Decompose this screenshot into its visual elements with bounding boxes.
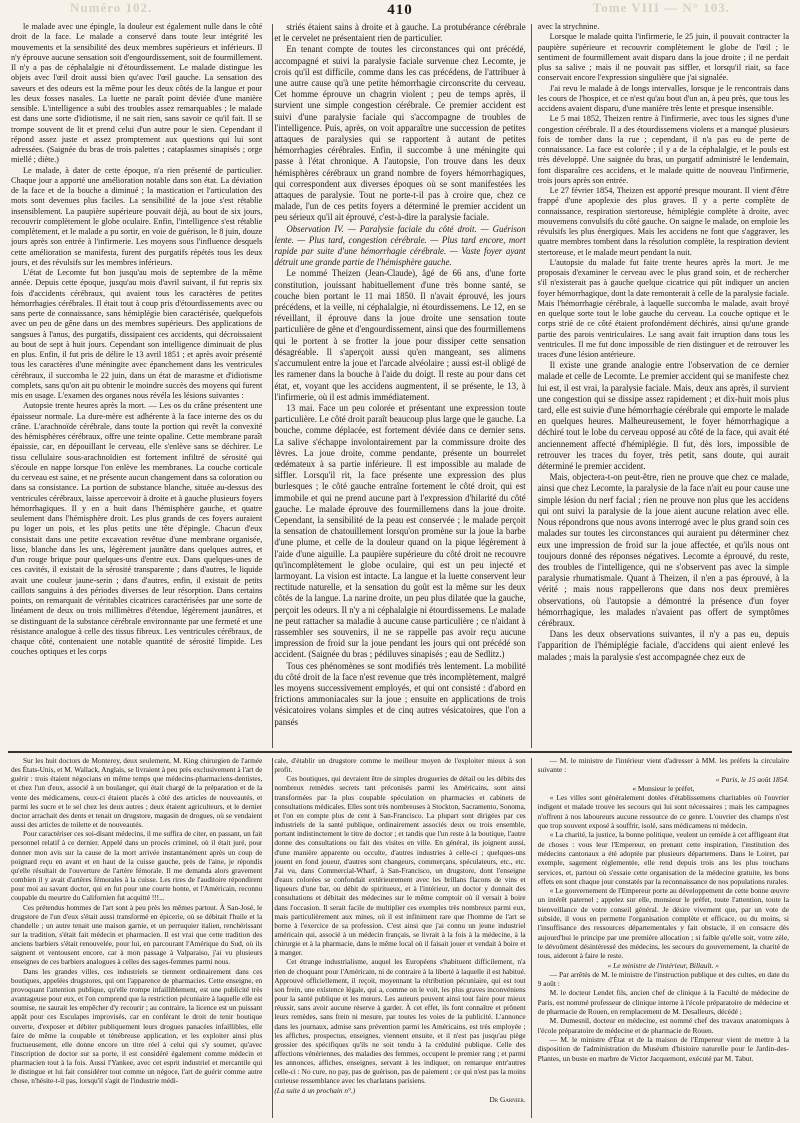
page-number: 410: [387, 2, 413, 18]
paragraph: Le nommé Theizen (Jean-Claude), âgé de 66 ans, d'une forte constitution, jouissant habituellement d'une très bonne santé, se couche bien portant le 11 mai 1850. Il n'avait éprouvé, les jours précédens, et la veille, ni céphalalgie, ni étourdissemens. Le 12, en se réveillant, il éprouve dans la joue droite une sensation toute particulière de gêne et d'engourdissement, ainsi que des fourmillemens qui le portent à se frotter la joue pour dissiper cette sensation désagréable. Il s'aperçoit aussi qu'en mangeant, ses alimens s'accumulent entre la joue et l'arcade alvéolaire ; aussi est-il obligé de les ramener dans la bouche à l'aide du doigt. Il reste au pour dans cet état, et, voyant que les accidens augmentent, il se présente, le 13, à l'infirmerie, où il est admis immédiatement.: [274, 268, 526, 402]
article-column-2: [274, 22, 525, 750]
paragraph: L'autopsie du malade fut faite trente heures après la mort. Je me proposais d'examiner le cerveau avec le plus grand soin, et de rechercher s'il n'existerait pas à gauche quelque cicatrice qui pût indiquer un ancien foyer hémorrhagique, dont la date remonterait à celle de la paralysie faciale. Mais l'hémorrhagie cérébrale, à laquelle succomba le malade, avait broyé en quelque sorte tout le lobe gauche du cerveau. La couche optique et le corps strié de ce côté étaient profondément déchirés, ainsi qu'une grande partie des parois ventriculaires. Le sang avait fait irruption dans tous les ventricules. Il me fut donc impossible de rien distinguer et de retrouver les traces d'une lésion antérieure.: [537, 257, 789, 359]
paragraph: En tenant compte de toutes les circonstances qui ont précédé, accompagné et suivi la paralysie faciale survenue chez Lecomte, je crois qu'il est difficile, comme dans les cas précédens, de l'attribuer à une autre cause qu'à une petite hémorrhagie circonscrite du cerveau. Cet homme éprouve un chagrin violent ; peu de temps après, il survient une simple congestion cérébrale. Ce premier accident est suivi d'une paralysie faciale qui s'accompagne de troubles de l'intelligence. Puis, après, on voit apparaître une succession de petites attaques de paralysies qui se rapportent à autant de petites hémorrhagies cérébrales. Enfin, il succombe à une méningite qui passe à l'état chronique. A l'autopsie, l'on trouve dans les deux hémisphères cérébraux un grand nombre de foyers hémorrhagiques, qui correspondent aux diverses époques où se sont manifestées les attaques de paralysie. Tout ne porte-t-il pas à croire que, chez ce malade, l'un de ces petits foyers a déterminé le premier accident un peu sérieux qu'il ait éprouvé, c'est-à-dire la paralysie faciale.: [274, 44, 526, 223]
observation-heading: Observation IV. — Paralysie faciale du côté droit. — Guérison lente. — Plus tard, congestion cérébrale. — Plus tard encore, mort rapide par suite d'une hémorrhagie cérébrale. — Vaste foyer ayant détruit une grande partie de l'hémisphère gauche.: [274, 223, 526, 268]
paragraph: « Les villes sont généralement dotées d'établissemens charitables où l'ouvrier indigent et malade trouve les secours qui lui sont nécessaires ; mais les campagnes n'offrent à nos laboureurs aucune ressource de ce genre. L'ouvrier des champs n'est que trop souvent exposé à souffrir, isolé, sans médicamens ni médecin.: [537, 793, 789, 831]
paragraph: Il existe une grande analogie entre l'observation de ce dernier malade et celle de Lecomte. Le premier accident qui se manifeste chez lui est, il est vrai, la paralysie faciale. Mais, deux ans après, il survient une congestion qui se dissipe assez rapidement ; et dix-huit mois plus tard, elle est suivie d'une hémorrhagie cérébrale qui emporte le malade en quelques heures. Malheureusement, le foyer hémorrhagique a déchiré tout le lobe du cerveau opposé au côté de la face, qui avait été anciennement affecté d'hémiplégie. Il fut, dès lors, impossible de retrouver les traces du foyer, très petit, sans doute, qui aurait déterminé le premier accident.: [537, 360, 789, 472]
paragraph: L'état de Lecomte fut bon jusqu'au mois de septembre de la même année. Depuis cette époque, jusqu'au mois d'avril suivant, il fut repris six fois d'accidents cérébraux, qui avaient tous les caractères de petites hémorrhagies cérébrales. Il était tout à coup pris d'étourdissements avec ou sans perte de connaissance, sans hémiplégie bien caractérisée, quelquefois avec un peu de gêne dans un des membres supérieurs. Des applications de sangsues à l'anus, des purgatifs, dissipaient ces accidents, qui décroissaient au bout de sept à huit jours. Cependant son intelligence diminuait de plus en plus. Enfin, il fut pris de délire le 13 avril 1851 ; et après avoir présenté tous les caractères d'une méningite avec épanchement dans les ventricules cérébraux, il succomba le 22 juin, dans un état de marasme et d'idiotisme complets, sans qu'on ait pu obtenir le moindre succès des moyens qui furent mis en usage. L'examen des organes nous révéla les lésions suivantes :: [11, 268, 263, 400]
paragraph: Le 27 février 1854, Theizen est apporté presque mourant. Il vient d'être frappé d'une apoplexie des plus graves. Il y a perte complète de connaissance, respiration stertoreuse, hémiplégie complète à droite, avec mouvemens convulsifs du côté gauche. On saigne le malade, on emploie les révulsifs les plus énergiques. Mais les accidens ne font que s'aggraver, les quatre membres tombent dans la résolution complète, la respiration devient stertoreuse, et le malade meurt pendant la nuit.: [537, 186, 789, 257]
minister-signature: « Le ministre de l'intérieur, Billault. »: [607, 960, 719, 970]
bleed-through-header-left: Numéro 102.: [70, 0, 153, 15]
salutation: « Monsieur le préfet,: [632, 783, 695, 793]
dateline: « Paris, le 15 août 1854.: [715, 774, 789, 784]
paragraph: Dans les grandes villes, ces industriels se tiennent ordinairement dans ces boutiques, appelées drugstores, qui ont l'apparence de pharmacies. Cette enseigne, en provoquant l'attention publique, qu'elle trompe infailliblement, est une publicité très avantageuse pour eux, et l'on comprend que la restriction pécuniaire à laquelle elle est soumise, ne saurait les empêcher d'y recourir ; au contraire, la licence est un puissant appât pour ces Esculapes improvisés, car en conférant le droit de tenir boutique ouverte, d'exposer et débiter publiquement leurs drogues panacées infaillibles, elle faire de même la coupable et ténébreuse application, et les exploiter ainsi plus fructueusement, elle donne encore un titre réel à celui qui s'y soumet, qu'avec l'inscription de doctor sur sa porte, il est considéré également comme médecin et pharmacien tout à la fois. Aussi l'Yankee, avec cet esprit industriel et mercantile qui le distingue et lui fait considérer tout comme un négoce, l'art de guérir comme autre chose, n'hésite-t-il pas, lorsqu'il s'agit de l'industrie médi-: [11, 966, 263, 1086]
paragraph: M. Dumesnil, docteur en médecine, est nommé chef des travaux anatomiques à l'école préparatoire de médecine et de pharmacie de Rouen.: [537, 1016, 789, 1035]
paragraph: Le 5 mai 1852, Theizen rentre à l'infirmerie, avec tous les signes d'une congestion cérébrale. Il a des étourdissemens violens et a manqué plusieurs fois de tomber dans la rue ; cependant, il n'a pas eu de perte de connaissance. La face est colorée ; il y a de la céphalalgie, et le pouls est très développé. Une saignée du bras, un purgatif administré le lendemain, font disparaître ces accidens, et le malade quitte de nouveau l'infirmerie, trois jours après son entrée.: [537, 114, 789, 185]
paragraph: J'ai revu le malade à de longs intervalles, lorsque je le rencontrais dans les cours de l'hospice, et ce n'est qu'au bout d'un an, à peu près, que tous les accidens avaient disparu, d'une manière très lente et presque insensible.: [537, 83, 789, 113]
section-divider: [8, 751, 792, 753]
paragraph: Ces prétendus hommes de l'art sont à peu près les mêmes partout. À San-José, le drugstore de l'un d'eux s'était aussi transformé en épicerie, où se débitait l'huile et la chandelle ; un autre tenait une maison garnie, et un perruquier italien, renchérissant sur la tradition, s'était fait médecin et pharmacien. Il est vrai que cette tradition des anciens barbiers s'était renouvelée, pour lui, en parcourant l'Amérique du Sud, où ils saignent et ventousent encore, car à mon passage à Valparaiso, j'ai vu plusieurs enseignes de ces barbiers analogues à celles des sages-femmes parmi nous.: [11, 902, 263, 967]
paragraph: Le malade, à dater de cette époque, n'a rien présenté de particulier. Chaque jour a apporté une amélioration notable dans son état. La déviation de la face et de la bouche a diminué ; la mastication et l'articulation des mots sont devenues plus faciles. La sensibilité de la joue s'est rétablie insensiblement. La paupière supérieure pouvait déjà, au bout de six jours, recouvrir complètement le globe oculaire. Enfin, l'intelligence s'est rétablie complètement, et le malade a pu sortir, en voie de guérison, le 8 juin, douze jours après son entrée à l'infirmerie. Les moyens sous l'influence desquels cette amélioration se manifesta, furent des purgatifs répétés tous les deux jours, et des révulsifs sur les membres inférieurs.: [11, 165, 263, 267]
paragraph: — M. le ministre de l'intérieur vient d'adresser à MM. les préfets la circulaire suivante :: [537, 756, 789, 775]
feuilleton-column-2: [274, 756, 525, 1118]
paragraph: avec la strychnine.: [537, 22, 600, 31]
paragraph: Tous ces phénomènes se sont modifiés très lentement. La mobilité du côté droit de la face n'est revenue que très incomplètement, malgré les moyens successivement employés, et qui ont consisté : d'abord en frictions ammoniacales sur la joue ; ensuite en applications de trois vésicatoires volans simples et de cinq autres vésicatoires, que l'on a pansés: [274, 660, 526, 727]
paragraph: striés étaient sains à droite et à gauche. La protubérance cérébrale et le cervelet ne présentaient rien de particulier.: [274, 22, 526, 44]
article-upper-section: [11, 22, 789, 750]
paragraph: — Par arrêtés de M. le ministre de l'instruction publique et des cultes, en date du 9 août :: [537, 969, 789, 989]
news-column: [538, 756, 789, 1118]
author-signature: Dr Garnier.: [489, 1094, 526, 1104]
paragraph: Pour caractériser ces soi-disant médecins, il me suffira de citer, en passant, un fait personnel relatif à ce dernier. Appelé dans un procès criminel, où il était juré, pour donner mon avis sur la cause de la mort arrivée instantanément après un coup de poignard reçu en avant et en haut de la cuisse gauche, près de l'aine, je répondis qu'elle résultait de l'ouverture de l'artère fémorale. Il me demanda alors gravement combien il y avait d'artères fémorales à la cuisse. Les rires de l'auditoire répondirent pour moi au savant doctor, qui en fut pour une courte honte, et l'Américain, reconnu coupable du meurtre du Californien fut acquitté !!!...: [11, 829, 263, 903]
article-column-1: [11, 22, 262, 750]
paragraph: M. le docteur Lendet fils, ancien chef de clinique à la Faculté de médecine de Paris, est nommé professeur de clinique interne à l'école préparatoire de médecine et de pharmacie de Rouen, en remplacement de M. Desalleurs, décédé ;: [537, 988, 789, 1017]
paragraph: le malade avec une épingle, la douleur est également nulle dans le côté droit de la face. Le malade a conservé dans toute leur intégrité les mouvements et la sensibilité des deux membres supérieurs et inférieurs. Il n'y éprouve aucune sensation soit d'engourdissement, soit de fourmillement. Il n'y a pas de céphalalgie ni d'étourdissement. Le malade distingue les objets avec l'œil droit aussi bien qu'avec l'œil gauche. La sensation des saveurs et des odeurs est la même pour les deux côtés de la langue et pour les deux fosses nasales. La luette ne paraît point déviée d'une manière sensible. L'intelligence a subi des troubles assez remarquables ; le malade est dans une sorte d'idiotisme, il ne sait rien, sans savoir ce qu'il fait. Il se trompe souvent de lit et prend celui d'un autre pour le sien. Cependant il répond assez juste et assez promptement aux questions qui lui sont adressées. (Saignée du bras de trois palettes ; cataplasmes sinapisés ; orge miellé ; diète.): [11, 22, 263, 165]
continuation-note: (La suite à un prochain n°.): [274, 1085, 356, 1095]
paragraph: « Le gouvernement de l'Empereur porte au développement de cette bonne œuvre un intérêt paternel ; appelez sur elle, monsieur le préfet, toute l'attention, toute la bienveillance de votre conseil général. Je désire vivement que, par un vote de subside, il vous en permette l'organisation complète et efficace, ou du moins, si l'insuffisance des ressources départementales y fait obstacle, il en consacre dès aujourd'hui le principe par une première allocation ; si faible qu'elle soit, votre zèle, le dévoûment désintéressé des médecins, les secours du gouvernement, la charité de tous, aideront à faire le reste.: [537, 886, 789, 961]
paragraph: Sur les huit doctors de Monterey, deux seulement, M. King chirurgien de l'armée des États-Unis, et M. Wallack, Anglais, se livraient à peu près exclusivement à l'art de guérir : trois étaient négocians en même temps que médecins-pharmaciens-dentistes, et chez l'un d'eux, associé à un boulanger, qui était chargé de la préparation et de la vente des médicamens, ceux-ci étaient placés à côté des articles de nouveautés, et parmi les sucre et le sel chez les deux autres ; deux étaient agriculteurs, et le dernier doctor arrachait des dents et tenait un drugstore, magasin de drogues, où se vendaient aussi des articles de toilette et de nouveautés.: [11, 756, 263, 830]
paragraph: Dans les deux observations suivantes, il n'y a pas eu, depuis l'apparition de l'hémiplégie faciale, d'accidens qui aient enlevé les malades ; mais la paralysie s'est accompagnée chez eux de: [537, 629, 789, 662]
bleed-through-header-right: Tome VIII — N° 103.: [592, 0, 730, 15]
paragraph: Mais, objectera-t-on peut-être, rien ne prouve que chez ce malade, ainsi que chez Lecomte, la paralysie de la face n'ait eu pour cause une simple lésion du nerf facial ; rien ne prouve non plus que les accidens qui ont suivi la paralysie de la joue aient aucune relation avec elle. Nous répondrons que nous avons interrogé avec le plus grand soin ces malades sur toutes les circonstances qui auraient pu déterminer chez eux une impression de froid sur la joue affectée, et qu'ils nous ont toujours donné des réponses négatives. Lecomte a éprouvé, du reste, des troubles de l'intelligence, qui ne s'observent pas avec la simple paralysie rhumatismale. Quant à Theizen, il n'en a pas éprouvé, à la vérité ; mais nous rappellerons que dans nos deux premières observations, où l'autopsie a démontré la présence d'un foyer hémorrhagique, les malades n'avaient pas offert de symptômes cérébraux.: [537, 472, 789, 628]
article-column-3: [538, 22, 789, 750]
paragraph: « La charité, la justice, la bonne politique, veulent un remède à cet affligeant état de choses : vous leur l'Empereur, en prenant cette inspiration, l'institution des médecins cantonaux a été adoptée par plusieurs départemens. Dans le Loiret, par exemple, sagement réglementée, elle rend depuis trois ans les plus touchans services, et, partout où s'essaie cette organisation de la médecine gratuite, les bons effets en sont chaque jour constatés par la reconnaissance de nos populations rurales.: [537, 830, 789, 886]
paragraph: Autopsie trente heures après la mort. — Les os du crâne présentent une épaisseur normale. La dure-mère est adhérente à la face interne des os du crâne. L'arachnoïde cérébrale, dans toute la portion qui revêt la convexité des hémisphères cérébraux, offre une teinte opaline. Cette membrane paraît épaissie, car, en dépouillant le cerveau, elle s'enlève sans se déchirer. Le tissu cellulaire sous-arachnoïdien est fortement infiltré de sérosité qui s'écoule en nappe lorsque l'on enlève les membranes. La couche corticale du cerveau est saine, et ne présente aucun changement dans sa coloration ou dans sa consistance. La portion de substance blanche, située au-dessus des ventricules cérébraux, laisse apercevoir à droite et à gauche plusieurs foyers hémorrhagiques. Il y en a huit dans l'hémisphère gauche, et quatre seulement dans l'hémisphère droit. Les plus grands de ces foyers auraient pu loger un pois, et les plus petits une tête d'épingle. Chacun d'eux consistait dans une petite excavation revêtue d'une membrane organisée, lisse, blanche dans les uns, légèrement jaunâtre dans quelques autres, et d'un rouge brique pour quelques-uns d'entre eux. Dans quelques-unes de ces cavités, il existait de la sérosité transparente ; dans d'autres, le liquide avait une couleur jaune-serin ; dans d'autres, enfin, il existait de petits caillots sanguins à des périodes diverses de leur résorption. Dans certains points, on remarquait de véritables cicatrices caractérisées par une sorte de linéament de deux ou trois millimètres d'étendue, légèrement jaunâtres, et se distinguant de la substance cérébrale environnante par une fermeté et une résistance analogue à celle des tissus fibreux. Les ventricules cérébraux, de chaque côté, contenaient une notable quantité de sérosité limpide. Les couches optiques et les corps: [11, 401, 263, 657]
paragraph: Cet étrange industrialisme, auquel les Européens s'habituent difficilement, n'a rien de choquant pour l'Américain, ni de contraire à la liberté à laquelle il est habitué. Approuvé officiellement, il reçoit, moyennant la rétribution pécuniaire, qui est tout son frein, une existence légale, qui a, comme on le voit, les plus graves inconvéniens pour la santé publique et les mœurs. Les auteurs peuvent ainsi tout faire pour mieux réussir, sans avoir aucune réserve à garder. À cet effet, ils font connaître et prônent leurs remèdes, sans frein ni mesure, par toutes les voies de la publicité. L'annonce dans les journaux, admise sans prévention parmi les Américains, est très employée ; les affiches, prospectus, enseignes, viennent ensuite, et il n'est pas jusqu'au piège grossier des spécifiques qu'ils ne soit tendu à la crédulité publique. Celle des affections vénériennes, des maladies des femmes, occupent le premier rang ; et parmi les annonces, affiches, enseignes, servant à les indiquer, on remarque entr'autres celle-ci : No cure, no pay, pas de guérison, pas de paiement ; ce qui n'est pas la moins curieuse ressemblance avec les charlatans parisiens.: [274, 957, 526, 1086]
paragraph: Lorsque le malade quitta l'infirmerie, le 25 juin, il pouvait contracter la paupière supérieure et recouvrir complètement le globe de l'œil ; le sentiment de fourmillement avait disparu dans la joue droite ; il ne perdait plus sa salive ; mais il ne pouvait pas siffler, et lorsqu'il riait, sa face conservait encore l'expression singulière que j'ai signalée.: [537, 32, 789, 83]
lower-column-rule-1: [272, 758, 273, 1118]
feuilleton-column-1: [11, 756, 262, 1118]
lower-column-rule-2: [531, 758, 532, 1118]
paragraph: cale, d'établir un drugstore comme le meilleur moyen de l'exploiter mieux à son profit.: [274, 756, 526, 775]
paragraph: — M. le ministre d'État et de la maison de l'Empereur vient de mettre à la disposition de l'administration du Muséum d'histoire naturelle pour le Jardin-des-Plantes, un buste en marbre de Victor Jacquemont, exécuté par M. Tabut.: [537, 1034, 789, 1063]
paragraph: Ces boutiques, qui devraient être de simples drogueries de détail ou les débits des nombreux remèdes secrets tant préconisés parmi les Américains, sont ainsi transformées par la plus coupable spéculation en pharmacies et cabinets de consultations médicales. Elles sont très nombreuses à Stockton, Sacramento, Sonoma, et l'on en compte plus de cent à San-Francisco. La plupart sont dirigées par ces industriels de la santé publique, ordinairement associés deux ou trois ensemble, portant indistinctement le titre de doctor ; et tandis que l'un reste à la boutique, l'autre donne des consultations ou fait des visites en ville. En général, ils joignent aussi, d'une manière apparente ou occulte, d'autres industries à celle-ci ; quelques-uns jouent en fond joueur, d'autres sont changeurs, commerçans, spéculateurs, etc., etc. J'ai vu, dans Commercial-Wharf, à San-Francisco, un drugstore, dont l'enseigne d'eaux colorées se confondait extérieurement avec les brillans flacons de vins et liqueurs d'une bar, ou débit de spiritueux, et à l'intérieur, un doctor y donnait des consultations et débitait des médecines sur le même comptoir où il versait à boire dans l'occasion. Il serait facile de multiplier ces exemples très nombreux parmi eux, mais particulièrement aux mines, où il est infiniment rare que l'homme de l'art se borne à l'exercice de sa profession. C'est ainsi que j'ai connu un jeune industriel américain qui, associé à un médecin français, se livrait à la fois à la médecine, à la chirurgie et à la pharmacie, dans le même local où il faisait jouer et vendait à boire et à manger.: [274, 774, 526, 958]
paragraph: 13 mai. Face un peu colorée et présentant une expression toute particulière. Le côté droit paraît beaucoup plus large que le gauche. La bouche, comme déplacée, est fortement déviée dans ce dernier sens. La salive s'échappe involontairement par la commissure droite des lèvres. La joue droite, comme pendante, présente un bourrelet œdémateux à sa partie inférieure. Il est impossible au malade de siffler. Lorsqu'il rit, la face présente une expression des plus burlesques ; le côté gauche entraîne fortement le côté droit, qui est immobile et qui ne prend aucune part à l'expression d'hilarité du côté gauche. Le malade éprouve des fourmillemens dans la joue droite. Cependant, la sensibilité de la peau est conservée ; le malade perçoit la sensation de chatouillement lorsqu'on promène sur la joue la barbe d'une plume, et celle de la douleur quand on la pique légèrement à l'aide d'une aiguille. La paupière supérieure du côté droit ne recouvre qu'incomplètement le globe oculaire, qui est un peu injecté et larmoyant. La vision est intacte. La langue et la luette conservent leur rectitude naturelle, et la sensation du goût est la même sur les deux côtés de la langue. La narine droite, un peu plus dilatée que la gauche, perçoit les odeurs. Il n'y a ni céphalalgie ni étourdissemens. Le malade ne peut rattacher sa maladie à aucune cause particulière ; ce n'aidant à rassembler ses souvenirs, il ne se rappelle pas avoir reçu aucune impression de froid sur la joue pendant les jours qui ont précédé son accident. (Saignée du bras ; pédiluves sinapisés ; eau de Sedlitz.): [274, 402, 526, 660]
feuilleton-section: [11, 756, 789, 1118]
